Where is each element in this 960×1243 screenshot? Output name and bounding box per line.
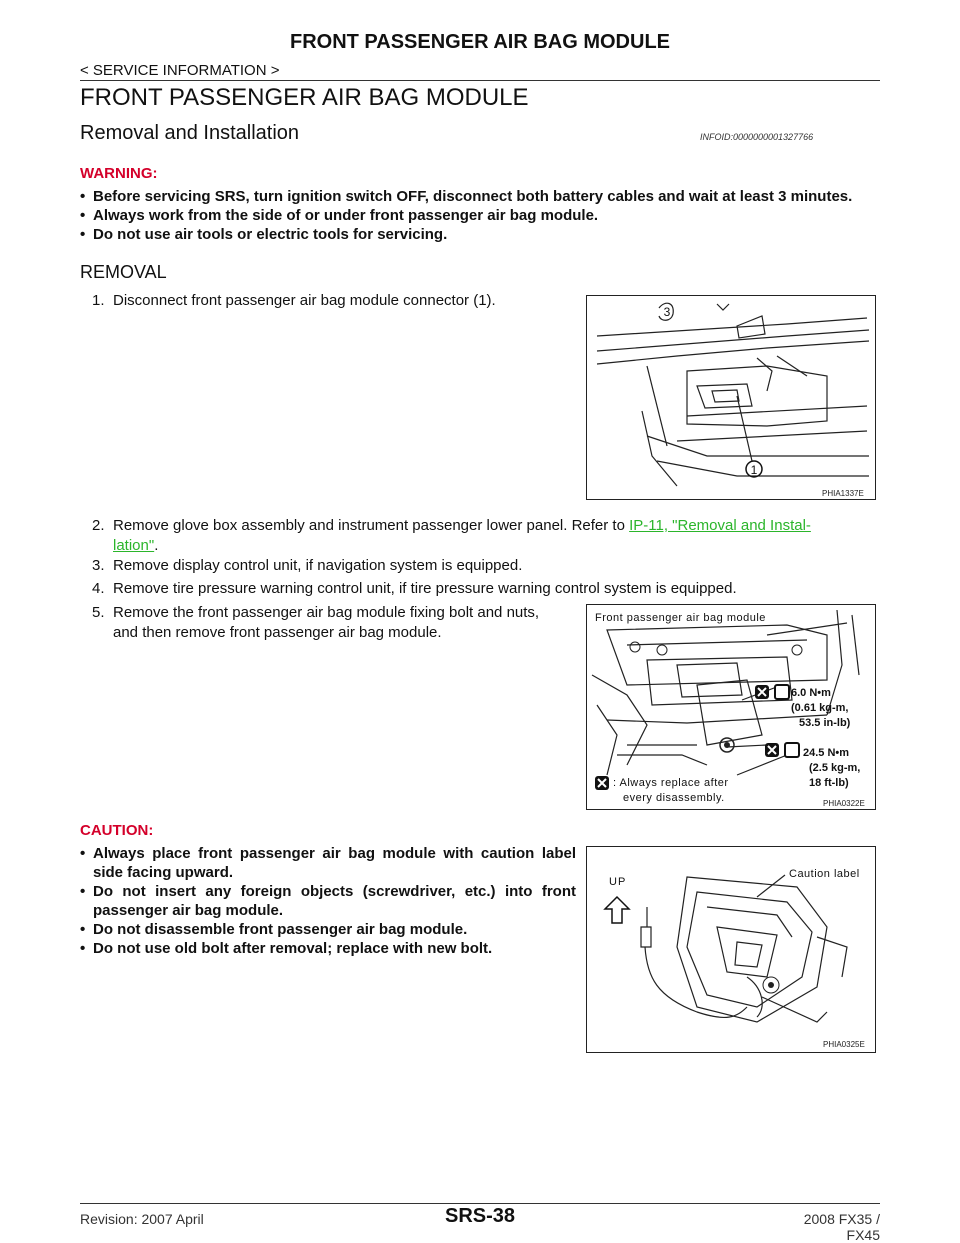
caution-heading: CAUTION: bbox=[80, 822, 154, 839]
up-arrow-icon bbox=[605, 897, 629, 923]
caution-label-illustration bbox=[587, 847, 875, 1052]
legend-line-1: : Always replace after bbox=[613, 777, 729, 789]
model-year: 2008 FX35 / FX45 bbox=[803, 1211, 880, 1243]
legend-line-2: every disassembly. bbox=[623, 792, 725, 804]
caution-item: • Do not insert any foreign objects (screwdriver, etc.) into front passenger air bag module. bbox=[80, 883, 576, 919]
module-label: Front passenger air bag module bbox=[595, 612, 766, 624]
torque-1-line-1: 6.0 N•m bbox=[791, 687, 831, 699]
figure-connector bbox=[586, 295, 876, 500]
figure-caution-label bbox=[586, 846, 876, 1053]
torque-2-line-1: 24.5 N•m bbox=[803, 747, 850, 759]
main-title: FRONT PASSENGER AIR BAG MODULE bbox=[80, 84, 529, 111]
page-number: SRS-38 bbox=[444, 1205, 516, 1227]
revision-date: Revision: 2007 April bbox=[80, 1211, 204, 1227]
up-label: UP bbox=[609, 876, 627, 888]
warning-item: • Do not use air tools or electric tools for servicing. bbox=[80, 226, 448, 243]
caution-item: • Do not use old bolt after removal; replace with new bolt. bbox=[80, 940, 493, 957]
sub-title: Removal and Installation bbox=[80, 122, 300, 144]
step-1: 1. Disconnect front passenger air bag module connector (1). bbox=[92, 292, 496, 309]
figure-module-bolts bbox=[586, 604, 876, 810]
step-5: 5. Remove the front passenger air bag module fixing bolt and nuts, and then remove front passenger air bag module. bbox=[92, 604, 540, 641]
step-2: 2. Remove glove box assembly and instrument passenger lower panel. Refer to IP-11, "Removal and Instal- lation". bbox=[92, 517, 811, 554]
page-header-title: FRONT PASSENGER AIR BAG MODULE bbox=[289, 31, 670, 53]
warning-item: • Always work from the side of or under front passenger air bag module. bbox=[80, 207, 599, 224]
section-breadcrumb: < SERVICE INFORMATION > bbox=[80, 62, 280, 79]
footer-divider bbox=[80, 1203, 880, 1204]
header-divider bbox=[80, 80, 880, 81]
torque-bolt-icon bbox=[785, 743, 799, 757]
caution-list bbox=[80, 844, 576, 958]
warning-item: • Before servicing SRS, turn ignition switch OFF, disconnect both battery cables and wait at least 3 minutes. bbox=[80, 188, 853, 205]
torque-2-line-2: (2.5 kg-m, bbox=[809, 762, 861, 774]
connector-illustration bbox=[587, 296, 875, 499]
module-bolts-illustration bbox=[587, 605, 875, 809]
torque-1-line-2: (0.61 kg-m, bbox=[791, 702, 849, 714]
ip-11-reference-link-cont[interactable]: lation" bbox=[113, 537, 155, 554]
callout-3: 3 bbox=[663, 305, 671, 319]
info-id: INFOID:0000000001327766 bbox=[700, 132, 814, 142]
figure-code: PHIA0322E bbox=[823, 799, 865, 808]
step-4: 4. Remove tire pressure warning control unit, if tire pressure warning control system is equipped. bbox=[92, 580, 737, 597]
torque-1-line-3: 53.5 in-lb) bbox=[799, 717, 851, 729]
torque-nut-icon bbox=[775, 685, 789, 699]
torque-2-line-3: 18 ft-lb) bbox=[809, 777, 849, 789]
figure-code: PHIA0325E bbox=[823, 1040, 865, 1049]
warning-heading: WARNING: bbox=[80, 165, 158, 182]
caution-item: • Always place front passenger air bag module with caution label side facing upward. bbox=[80, 845, 576, 881]
caution-label-text: Caution label bbox=[789, 868, 860, 880]
callout-1: 1 bbox=[750, 463, 758, 477]
warning-list bbox=[80, 187, 880, 244]
removal-heading: REMOVAL bbox=[80, 262, 167, 282]
ip-11-reference-link[interactable]: IP-11, "Removal and Instal- bbox=[629, 517, 811, 534]
step-3: 3. Remove display control unit, if navigation system is equipped. bbox=[92, 557, 523, 574]
caution-item: • Do not disassemble front passenger air bag module. bbox=[80, 921, 468, 938]
figure-code: PHIA1337E bbox=[822, 489, 864, 498]
